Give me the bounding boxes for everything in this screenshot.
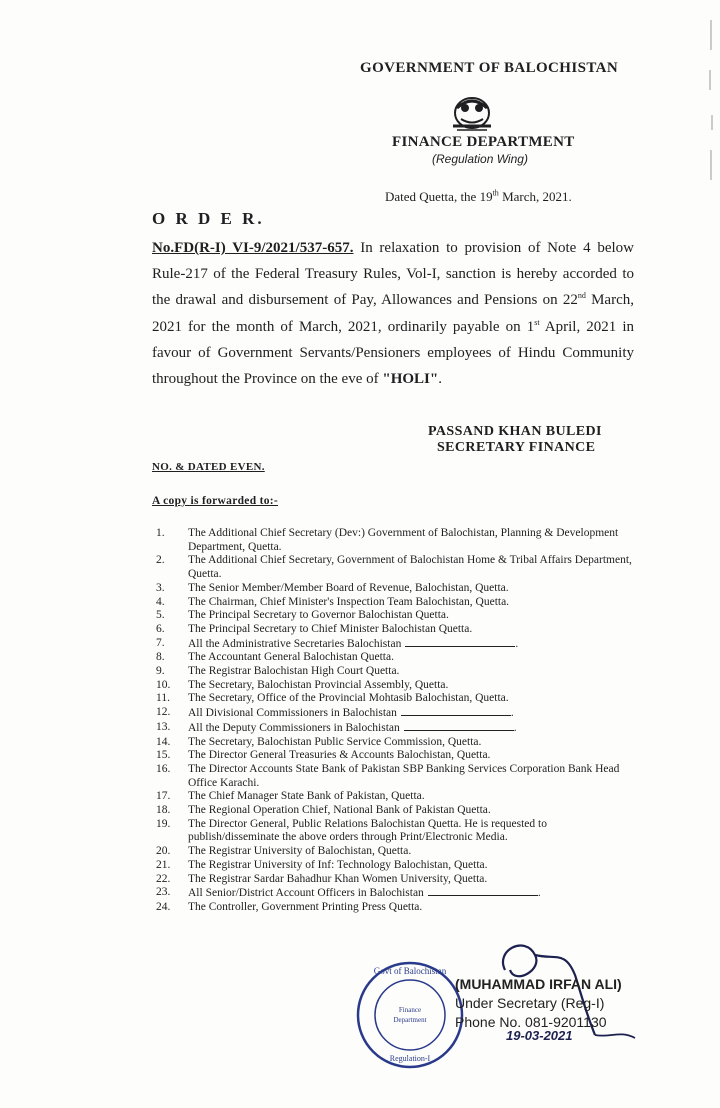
distribution-item-number: 19. [156,817,171,830]
distribution-item [150,679,640,693]
distribution-item-number: 16. [156,762,171,775]
government-heading: GOVERNMENT OF BALOCHISTAN [360,60,619,76]
distribution-item-text: The Secretary, Balochistan Provincial Assembly, Quetta. [188,678,449,691]
wing-subheading: (Regulation Wing) [432,152,528,166]
distribution-item-number: 7. [156,636,165,649]
copy-forwarded-heading: A copy is forwarded to:- [152,495,279,507]
distribution-item-number: 20. [156,845,171,858]
distribution-item-text: All Divisional Commissioners in Balochistan . [188,707,514,720]
distribution-item-text: All the Deputy Commissioners in Balochistan . [188,721,517,734]
distribution-item-number: 21. [156,858,171,871]
distribution-item-number: 11. [156,692,170,705]
distribution-item [150,818,640,845]
distribution-item-text: The Registrar Balochistan High Court Quetta. [188,665,400,678]
distribution-item [150,721,640,736]
svg-text:Regulation-I: Regulation-I [389,1054,431,1063]
distribution-item [150,665,640,679]
distribution-item [150,609,640,623]
distribution-item-text: The Director General Treasuries & Accounts Balochistan, Quetta. [188,749,491,762]
distribution-item-number: 24. [156,900,171,913]
distribution-item-number: 1. [156,527,165,539]
signatory-title: SECRETARY FINANCE [437,440,596,455]
distribution-item-number: 17. [156,790,171,803]
fill-in-blank [401,706,511,716]
distribution-item-text: The Additional Chief Secretary (Dev:) Government of Balochistan, Planning & Development Department, Quetta. [188,527,619,553]
distribution-item [150,749,640,763]
distribution-item-number: 22. [156,872,171,885]
page-edge-mark-icon [706,20,716,180]
government-emblem-icon [447,86,497,136]
distribution-item-number: 4. [156,595,165,608]
distribution-item [150,901,640,915]
distribution-item-number: 12. [156,706,171,719]
distribution-item-text: The Principal Secretary to Governor Balochistan Quetta. [188,609,449,622]
svg-text:Govt of Balochistan: Govt of Balochistan [373,966,447,976]
distribution-item-text: All Senior/District Account Officers in Balochistan . [188,887,541,900]
distribution-item-number: 3. [156,581,165,594]
distribution-item-text: The Secretary, Office of the Provincial Mohtasib Balochistan, Quetta. [188,692,509,705]
distribution-list [150,527,640,915]
distribution-item [150,873,640,887]
distribution-item-text: The Director General, Public Relations Balochistan Quetta. He is requested to publish/disseminate the above orders through Print/Electronic Media. [188,817,547,844]
distribution-item-number: 23. [156,886,171,899]
official-stamp-icon [355,960,465,1070]
distribution-item [150,736,640,750]
distribution-item [150,554,640,581]
fill-in-blank [404,721,514,731]
order-reference-number: No.FD(R-I) VI-9/2021/537-657. [152,240,354,256]
distribution-item-number: 8. [156,651,165,664]
distribution-item-text: The Secretary, Balochistan Public Service Commission, Quetta. [188,735,482,748]
distribution-item-text: The Senior Member/Member Board of Revenue, Balochistan, Quetta. [188,581,509,594]
fill-in-blank [405,637,515,647]
distribution-item [150,596,640,610]
distribution-item-text: All the Administrative Secretaries Balochistan . [188,637,519,650]
distribution-item-text: The Additional Chief Secretary, Government of Balochistan Home & Tribal Affairs Department, Quetta. [188,554,632,581]
distribution-item-text: The Registrar University of Balochistan, Quetta. [188,845,412,858]
order-title: O R D E R. [152,209,265,228]
distribution-item-number: 6. [156,622,165,635]
distribution-item [150,637,640,652]
distribution-item [150,859,640,873]
distribution-item [150,527,640,554]
distribution-item-number: 9. [156,665,165,678]
distribution-item-number: 18. [156,804,171,817]
distribution-item [150,651,640,665]
handwritten-date: 19-03-2021 [506,1028,573,1043]
date-line: Dated Quetta, the 19th March, 2021. [385,188,572,204]
distribution-item-text: The Chief Manager State Bank of Pakistan, Quetta. [188,790,425,803]
distribution-item-number: 2. [156,554,165,567]
distribution-item [150,804,640,818]
distribution-item-number: 14. [156,735,171,748]
svg-text:Department: Department [393,1016,427,1024]
distribution-item [150,790,640,804]
distribution-item-text: The Principal Secretary to Chief Minister Balochistan Quetta. [188,622,473,635]
distribution-item-text: The Accountant General Balochistan Quetta. [188,651,394,664]
signatory-name: PASSAND KHAN BULEDI [428,424,602,439]
officer-signature-block [455,975,622,1032]
distribution-item [150,706,640,721]
distribution-item-text: The Director Accounts State Bank of Pakistan SBP Banking Services Corporation Bank Head Office Karachi. [188,762,620,789]
distribution-item-number: 13. [156,720,171,733]
order-body: No.FD(R-I) VI-9/2021/537-657. In relaxation to provision of Note 4 below Rule-217 of the Federal Treasury Rules, Vol-I, sanction is hereby accorded to the drawal and disbursement of Pay, Allowances and Pensions on 22nd March, 2021 for the month of March, 2021, ordinarily payable on 1st April, 2021 in favour of Government Servants/Pensioners employees of Hindu Community throughout the Province on the eve of "HOLI". [152,240,634,388]
distribution-item [150,692,640,706]
distribution-item-number: 15. [156,749,171,762]
distribution-item-text: The Regional Operation Chief, National Bank of Pakistan Quetta. [188,804,491,817]
no-dated-even: NO. & DATED EVEN. [152,461,265,473]
distribution-item-text: The Registrar Sardar Bahadhur Khan Women University, Quetta. [188,872,488,885]
distribution-item-number: 10. [156,678,171,691]
distribution-item-text: The Registrar University of Inf: Technology Balochistan, Quetta. [188,858,488,871]
distribution-item-text: The Chairman, Chief Minister's Inspection Team Balochistan, Quetta. [188,595,510,608]
department-heading: FINANCE DEPARTMENT [392,134,575,150]
fill-in-blank [428,886,538,896]
distribution-item [150,763,640,790]
officer-name: (MUHAMMAD IRFAN ALI) [455,976,622,992]
officer-designation: Under Secretary (Reg-I) [455,995,605,1011]
distribution-item [150,582,640,596]
distribution-item [150,845,640,859]
distribution-item-number: 5. [156,609,165,622]
svg-text:Finance: Finance [398,1006,422,1014]
distribution-item [150,623,640,637]
distribution-item [150,886,640,901]
distribution-item-text: The Controller, Government Printing Press Quetta. [188,900,423,913]
officer-phone: Phone No. 081-9201130 [455,1014,607,1030]
